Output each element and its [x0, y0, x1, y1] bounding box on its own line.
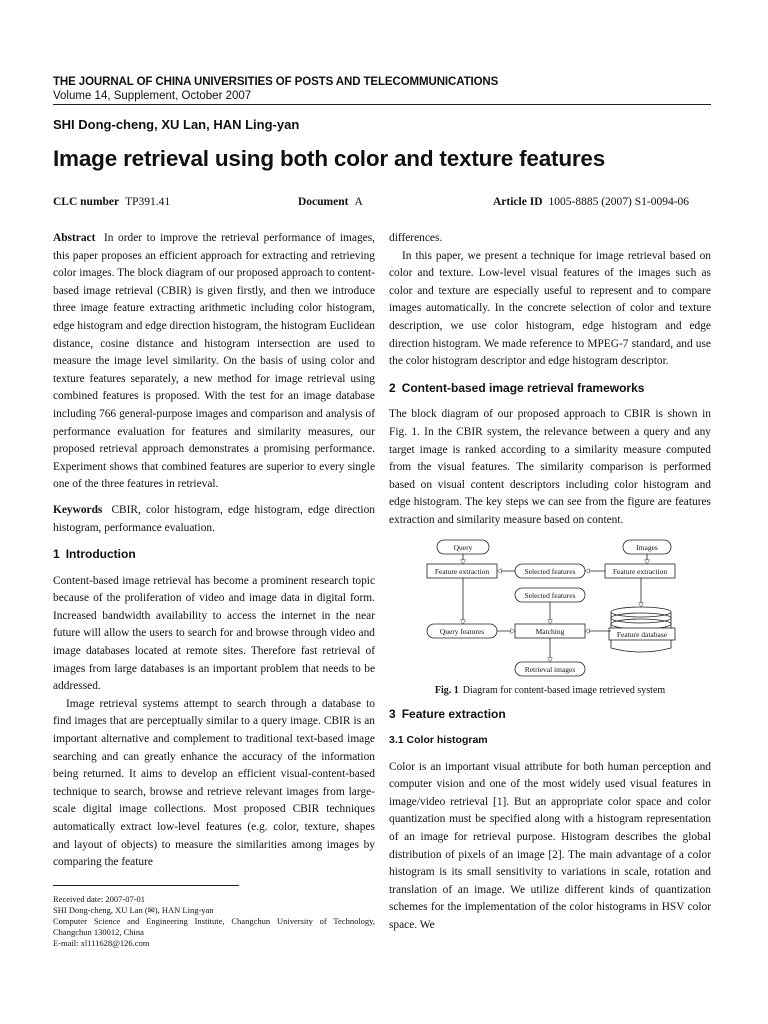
section-3-1-paragraph: Color is an important visual attribute for both human perception and computer vision and one of the most widely used visual features in image/video retrieval [1]. But an appropriate color space and color quantization must be specified along with a histogram representation of an image for retrieval purpose. Histogram describes the global distribution of pixels of an image [2]. The main advantage of a color histogram is its small sensitivity to variations in scale, rotation and translation of an image. We utilize different kinds of quantization schemes for the implementation of the color histograms in HSV color space. We — [389, 760, 711, 932]
feature-database-label: Feature database — [616, 629, 668, 639]
section-3-1-heading: 3.1 Color histogram — [389, 734, 488, 747]
cbir-diagram — [389, 538, 711, 680]
intro-paragraph-3: In this paper, we present a technique for image retrieval based on color and texture. Low-level visual features of the images such as color and texture are especially useful to represent and to compare images automatically. In the concrete selection of color and texture description, we use color histogram, edge histogram and edge direction histogram. We made reference to MPEG-7 standard, and use the color histogram descriptor and edge histogram descriptor. — [389, 249, 711, 368]
received-date: Received date: 2007-07-01 — [53, 894, 146, 904]
article-label: Article ID — [493, 196, 543, 208]
authors: SHI Dong-cheng, XU Lan, HAN Ling-yan — [53, 117, 300, 132]
left-column — [53, 230, 375, 872]
paper-title: Image retrieval using both color and texture features — [53, 146, 606, 171]
clc-value: TP391.41 — [125, 196, 171, 208]
abstract-text: In order to improve the retrieval performance of images, this paper proposes an efficient approach for extracting and retrieving color images. The block diagram of our proposed approach to content-based image retrieval (CBIR) is given firstly, and then we introduce three image feature extracting arithmetic including color histogram, edge histogram and edge direction histogram, the histogram Euclidean distance, cosine distance and histogram intersection are used to measure the image level similarity. On the basis of using color and texture features separately, a new method for image retrieval using combined features is proposed. With the test for an image database including 766 general-purpose images and comparison and analysis of performance evaluation for features and similarity measures, our proposed retrieval approach demonstrates a promising performance. Experiment shows that combined features are superior to every single one of the three features in retrieval. — [53, 232, 375, 491]
header-rule — [53, 104, 711, 105]
selected-features-top-label: Selected features — [524, 566, 576, 576]
retrieval-images-label: Retrieval images — [524, 664, 576, 674]
keywords-label: Keywords — [53, 503, 103, 516]
article-id — [493, 196, 689, 208]
clc-label: CLC number — [53, 196, 120, 208]
right-column — [389, 230, 711, 935]
doc-label: Document — [298, 196, 349, 208]
volume-info: Volume 14, Supplement, October 2007 — [53, 90, 252, 102]
clc-number — [53, 196, 170, 208]
images-label: Images — [636, 542, 658, 552]
query-features-label: Query features — [439, 626, 485, 636]
section-1-heading: 1 Introduction — [53, 547, 136, 562]
feature-extraction-right-label: Feature extraction — [612, 566, 668, 576]
intro-paragraph-1: Content-based image retrieval has become a prominent research topic because of the proliferation of video and image data in digital form. Increased bandwidth availability to access the internet in the near future will allow the users to search for and browse through video and image databases located at remote sites. Therefore fast retrieval of images from large databases is an important problem that needs to be addressed. — [53, 574, 375, 693]
figure-1-diagram — [389, 538, 711, 680]
figure-1-caption: Fig. 1 Diagram for content-based image retrieved system — [434, 684, 666, 696]
query-label: Query — [453, 542, 473, 552]
email: E-mail: xl111628@126.com — [53, 938, 150, 948]
abstract — [53, 230, 375, 494]
footnote-authors: SHI Dong-cheng, XU Lan (✉), HAN Ling-yan — [53, 905, 214, 915]
section-2-heading: 2 Content-based image retrieval frameworks — [389, 380, 645, 395]
feature-extraction-left-label: Feature extraction — [434, 566, 490, 576]
abstract-label: Abstract — [53, 232, 96, 244]
affiliation: Computer Science and Engineering Institute, Changchun University of Technology, Changchun 130012, China — [53, 916, 375, 937]
matching-label: Matching — [535, 626, 565, 636]
footnote-rule — [53, 885, 239, 886]
footnotes — [53, 885, 375, 949]
journal-name: THE JOURNAL OF CHINA UNIVERSITIES OF POSTS AND TELECOMMUNICATIONS — [53, 76, 499, 88]
keywords-text: CBIR, color histogram, edge histogram, edge direction histogram, performance evaluation. — [53, 503, 375, 534]
intro-paragraph-2: Image retrieval systems attempt to search through a database to find images that are perceptually similar to a query image. CBIR is an important alternative and complement to traditional text-based image searching and can greatly enhance the accuracy of the information being returned. It aims to develop an efficient visual-content-based technique to search, browse and retrieve relevant images from large-scale digital image collections. Most proposed CBIR techniques automatically extract low-level features (e.g. color, texture, shapes and layout of objects) to measure the similarities among images by comparing the feature — [53, 697, 375, 869]
section-2-paragraph: The block diagram of our proposed approach to CBIR is shown in Fig. 1. In the CBIR system, the relevance between a query and any target image is ranked according to a similarity measure computed from the visual features. The similarity comparison is performed based on visual content descriptors including color histogram and edge histogram. The key steps we can see from the figure are features extraction and similarity measure based on content. — [389, 408, 711, 526]
selected-features-mid-label: Selected features — [524, 590, 576, 600]
keywords — [53, 502, 375, 537]
continued-text: differences. — [389, 232, 443, 244]
article-value: 1005-8885 (2007) S1-0094-06 — [548, 196, 690, 208]
doc-value: A — [354, 196, 363, 208]
section-3-heading: 3 Feature extraction — [389, 706, 506, 721]
document-code — [298, 196, 363, 208]
